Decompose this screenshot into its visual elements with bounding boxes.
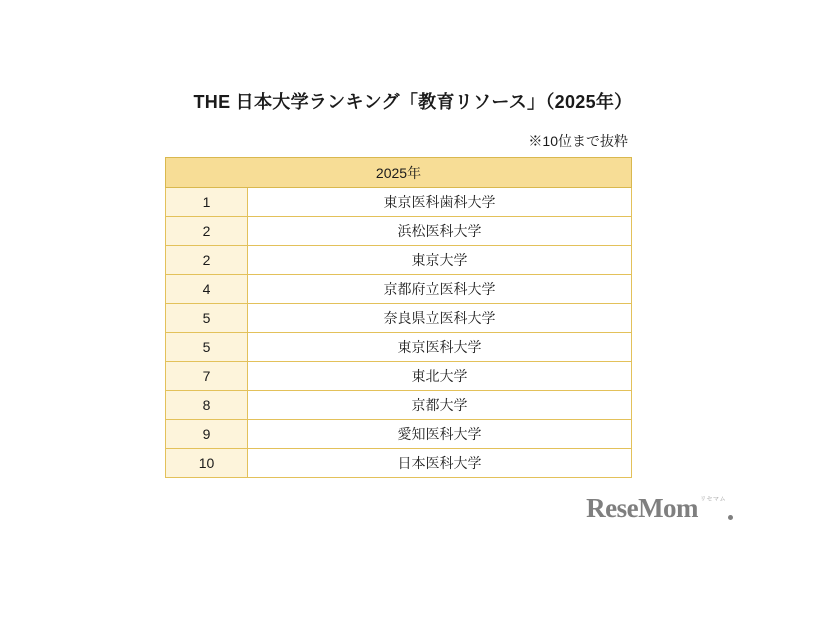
university-cell: 浜松医科大学	[248, 217, 632, 246]
rank-cell: 2	[166, 246, 248, 275]
ranking-table-container	[165, 157, 631, 478]
table-row	[166, 449, 632, 478]
rank-cell: 1	[166, 188, 248, 217]
table-body	[166, 188, 632, 478]
rank-cell: 2	[166, 217, 248, 246]
university-cell: 日本医科大学	[248, 449, 632, 478]
university-cell: 東京医科歯科大学	[248, 188, 632, 217]
university-cell: 東京大学	[248, 246, 632, 275]
ranking-table	[165, 157, 632, 478]
rank-cell: 10	[166, 449, 248, 478]
rank-cell: 5	[166, 333, 248, 362]
table-head	[166, 158, 632, 188]
university-cell: 東北大学	[248, 362, 632, 391]
resemom-logo	[586, 495, 733, 522]
table-row	[166, 275, 632, 304]
table-row	[166, 304, 632, 333]
rank-cell: 9	[166, 420, 248, 449]
rank-cell: 5	[166, 304, 248, 333]
page-title: THE 日本大学ランキング「教育リソース」（2025年）	[193, 92, 633, 112]
table-row	[166, 362, 632, 391]
table-row	[166, 333, 632, 362]
table-header-row	[166, 158, 632, 188]
logo-dot-icon	[728, 515, 733, 520]
logo-wordmark: ReseMom	[586, 493, 699, 523]
logo-subtext: リセマム	[700, 497, 726, 503]
rank-cell: 8	[166, 391, 248, 420]
table-header-year: 2025年	[166, 158, 632, 188]
rank-cell: 4	[166, 275, 248, 304]
table-row	[166, 420, 632, 449]
table-row	[166, 391, 632, 420]
table-row	[166, 188, 632, 217]
table-row	[166, 246, 632, 275]
table-row	[166, 217, 632, 246]
university-cell: 京都府立医科大学	[248, 275, 632, 304]
university-cell: 奈良県立医科大学	[248, 304, 632, 333]
rank-cell: 7	[166, 362, 248, 391]
university-cell: 東京医科大学	[248, 333, 632, 362]
excerpt-note: ※10位まで抜粋	[528, 133, 628, 149]
university-cell: 京都大学	[248, 391, 632, 420]
university-cell: 愛知医科大学	[248, 420, 632, 449]
